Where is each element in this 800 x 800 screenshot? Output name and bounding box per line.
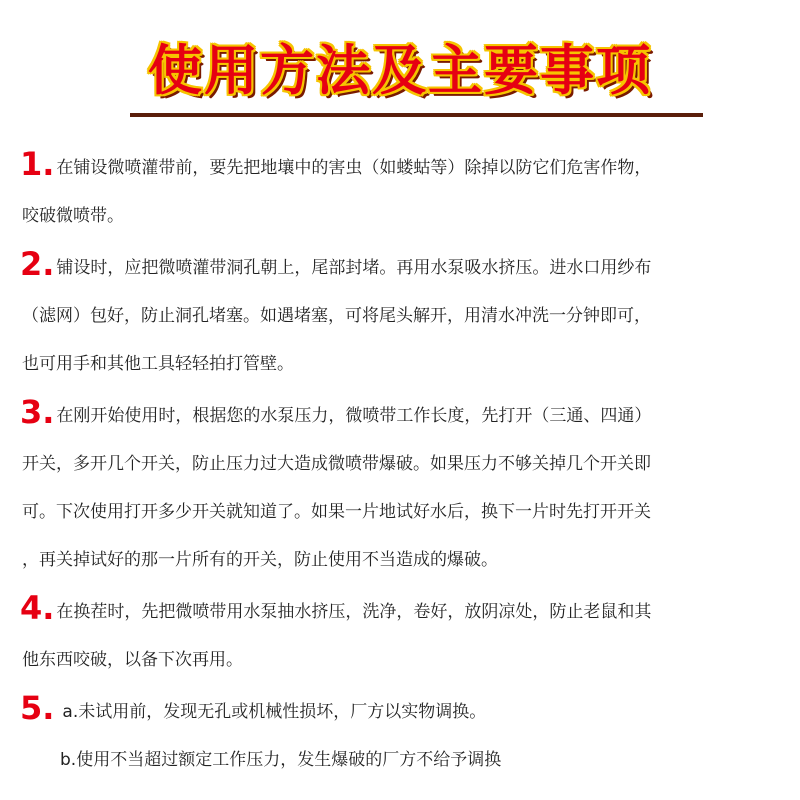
instruction-item-3 <box>20 388 790 584</box>
item-text: 在刚开始使用时，根据您的水泵压力，微喷带工作长度，先打开（三通、四通） <box>56 406 652 426</box>
item-text: 开关，多开几个开关，防止压力过大造成微喷带爆破。如果压力不够关掉几个开关即 <box>22 454 651 474</box>
item-text: 在铺设微喷灌带前，要先把地壤中的害虫（如蝼蛄等）除掉以防它们危害作物， <box>56 158 652 178</box>
item-text: b.使用不当超过额定工作压力，发生爆破的厂方不给予调换 <box>60 750 502 770</box>
instruction-item-1 <box>20 140 790 240</box>
item-number: 3. <box>20 393 55 431</box>
item-text: 铺设时，应把微喷灌带洞孔朝上，尾部封堵。再用水泵吸水挤压。进水口用纱布 <box>56 258 652 278</box>
item-number: 5. <box>20 689 55 727</box>
title-divider <box>130 113 703 117</box>
item-text: （滤网）包好，防止洞孔堵塞。如遇堵塞，可将尾头解开，用清水冲洗一分钟即可， <box>22 306 651 326</box>
item-text: ，再关掉试好的那一片所有的开关，防止使用不当造成的爆破。 <box>22 550 498 570</box>
page-title: 使用方法及主要事项 <box>148 39 652 102</box>
item-text: a.未试用前，发现无孔或机械性损坏，厂方以实物调换。 <box>62 702 487 722</box>
item-text: 咬破微喷带。 <box>22 206 124 226</box>
item-text: 也可用手和其他工具轻轻拍打管壁。 <box>22 354 294 374</box>
instructions-list <box>20 140 790 784</box>
instruction-item-2 <box>20 240 790 388</box>
item-number: 2. <box>20 245 55 283</box>
item-text: 他东西咬破，以备下次再用。 <box>22 650 243 670</box>
instruction-item-4 <box>20 584 790 684</box>
item-text: 可。下次使用打开多少开关就知道了。如果一片地试好水后，换下一片时先打开开关 <box>22 502 651 522</box>
item-number: 1. <box>20 145 55 183</box>
instruction-item-5 <box>20 684 790 784</box>
item-text: 在换茬时，先把微喷带用水泵抽水挤压，洗净，卷好，放阴凉处，防止老鼠和其 <box>56 602 652 622</box>
item-number: 4. <box>20 589 55 627</box>
